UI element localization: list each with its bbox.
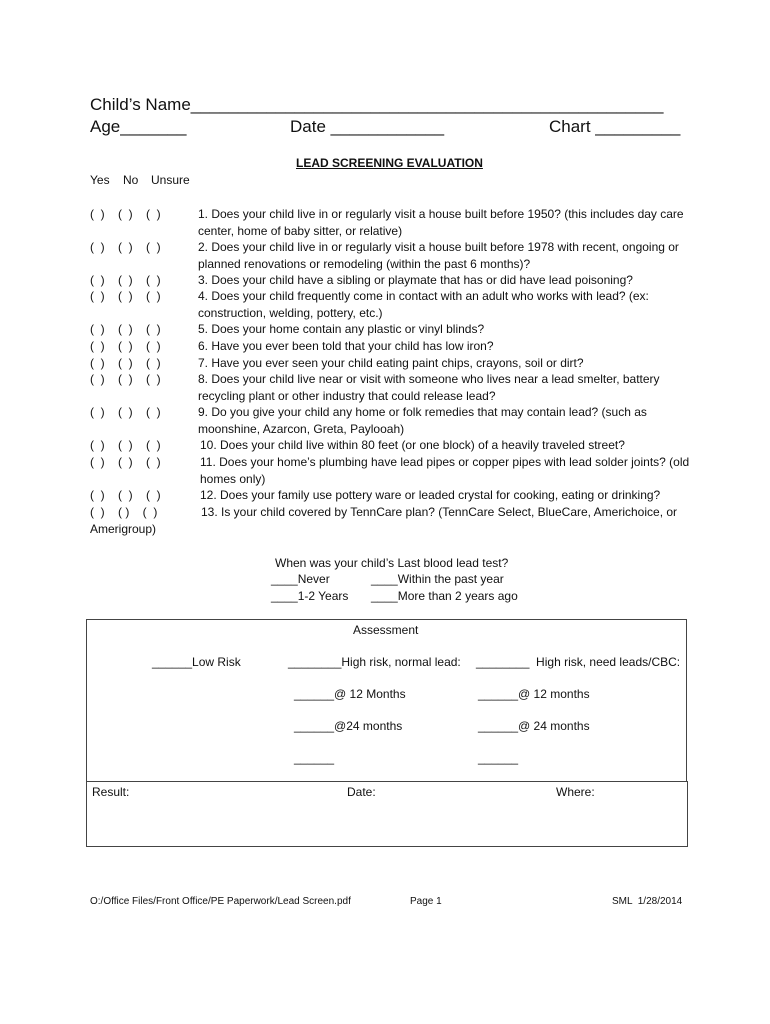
low-risk-option[interactable]: ______Low Risk	[152, 655, 241, 669]
answer-checkboxes[interactable]: ( ) ( ) ( )	[90, 339, 161, 353]
normal-24-months[interactable]: ______@24 months	[294, 719, 403, 733]
question-3	[90, 272, 690, 289]
answer-checkboxes[interactable]: ( ) ( ) ( )	[90, 322, 161, 336]
question-text: 11. Does your home’s plumbing have lead pipes or copper pipes with lead solder joints? (old homes only)	[200, 455, 690, 486]
question-text: 5. Does your home contain any plastic or vinyl blinds?	[198, 322, 485, 336]
question-5	[90, 321, 690, 338]
where-label: Where:	[556, 785, 595, 799]
result-label: Result:	[92, 785, 130, 799]
question-text: 2. Does your child live in or regularly visit a house built before 1978 with recent, ongoing or planned renovations or remodeling (within the past 6 months)?	[198, 240, 679, 271]
question-text: 10. Does your child live within 80 feet (or one block) of a heavily traveled street?	[200, 438, 625, 452]
question-1	[90, 206, 690, 239]
question-text: 8. Does your child live near or visit with someone who lives near a lead smelter, battery recycling plant or other industry that could release lead?	[198, 372, 660, 403]
question-10	[90, 437, 690, 454]
childs-name-field[interactable]: Child’s Name__________________________________________________	[90, 95, 664, 114]
never-option[interactable]: ____Never	[271, 572, 330, 586]
question-4	[90, 288, 690, 321]
form-title: LEAD SCREENING EVALUATION	[296, 156, 483, 170]
normal-blank-line[interactable]: ______	[294, 751, 335, 765]
question-11	[90, 454, 690, 487]
result-date-label: Date:	[347, 785, 376, 799]
footer-file-path: O:/Office Files/Front Office/PE Paperwork/Lead Screen.pdf	[90, 896, 351, 907]
answer-checkboxes[interactable]: ( ) ( ) ( )	[90, 356, 161, 370]
question-13	[90, 504, 690, 537]
high-risk-need-option[interactable]: ________ High risk, need leads/CBC:	[476, 655, 681, 669]
question-6	[90, 338, 690, 355]
answer-checkboxes[interactable]: ( ) ( ) ( )	[90, 488, 161, 502]
answer-checkboxes[interactable]: ( ) ( ) ( )	[90, 505, 158, 519]
question-text: 7. Have you ever seen your child eating paint chips, crayons, soil or dirt?	[198, 356, 584, 370]
question-text: 13. Is your child covered by TennCare plan? (TennCare Select, BlueCare, Americhoice, or Amerigroup)	[90, 505, 678, 536]
answer-checkboxes[interactable]: ( ) ( ) ( )	[90, 289, 161, 303]
question-text: 6. Have you ever been told that your child has low iron?	[198, 339, 494, 353]
question-text: 4. Does your child frequently come in contact with an adult who works with lead? (ex: construction, welding, pottery, etc.)	[198, 289, 649, 320]
answer-checkboxes[interactable]: ( ) ( ) ( )	[90, 240, 161, 254]
answer-checkboxes[interactable]: ( ) ( ) ( )	[90, 405, 161, 419]
normal-12-months[interactable]: ______@ 12 Months	[294, 687, 406, 701]
result-box	[86, 781, 688, 847]
high-risk-normal-option[interactable]: ________High risk, normal lead:	[288, 655, 461, 669]
blood-test-question: When was your child’s Last blood lead test?	[275, 556, 509, 570]
need-24-months[interactable]: ______@ 24 months	[478, 719, 590, 733]
column-yes: Yes	[90, 173, 110, 187]
answer-checkboxes[interactable]: ( ) ( ) ( )	[90, 207, 161, 221]
one-two-years-option[interactable]: ____1-2 Years	[271, 589, 349, 603]
column-no: No	[123, 173, 139, 187]
question-2	[90, 239, 690, 272]
assessment-title: Assessment	[353, 623, 419, 637]
question-12	[90, 487, 690, 504]
question-text: 1. Does your child live in or regularly visit a house built before 1950? (this includes day care center, home of baby sitter, or relative)	[198, 207, 684, 238]
more-than-two-years-option[interactable]: ____More than 2 years ago	[371, 589, 518, 603]
question-text: 9. Do you give your child any home or folk remedies that may contain lead? (such as moonshine, Azarcon, Greta, Paylooah)	[198, 405, 647, 436]
answer-checkboxes[interactable]: ( ) ( ) ( )	[90, 273, 161, 287]
answer-checkboxes[interactable]: ( ) ( ) ( )	[90, 438, 161, 452]
question-text: 3. Does your child have a sibling or playmate that has or did have lead poisoning?	[198, 273, 633, 287]
within-past-year-option[interactable]: ____Within the past year	[371, 572, 504, 586]
answer-checkboxes[interactable]: ( ) ( ) ( )	[90, 455, 161, 469]
column-unsure: Unsure	[151, 173, 190, 187]
age-field[interactable]: Age_______	[90, 117, 187, 136]
footer-version: SML 1/28/2014	[612, 896, 683, 907]
chart-field[interactable]: Chart _________	[549, 117, 681, 136]
need-12-months[interactable]: ______@ 12 months	[478, 687, 590, 701]
need-blank-line[interactable]: ______	[478, 751, 519, 765]
answer-checkboxes[interactable]: ( ) ( ) ( )	[90, 372, 161, 386]
question-8	[90, 371, 690, 404]
question-9	[90, 404, 690, 437]
footer-page-number: Page 1	[410, 896, 442, 907]
date-field[interactable]: Date ____________	[290, 117, 445, 136]
question-7	[90, 355, 690, 372]
question-text: 12. Does your family use pottery ware or leaded crystal for cooking, eating or drinking?	[200, 488, 661, 502]
